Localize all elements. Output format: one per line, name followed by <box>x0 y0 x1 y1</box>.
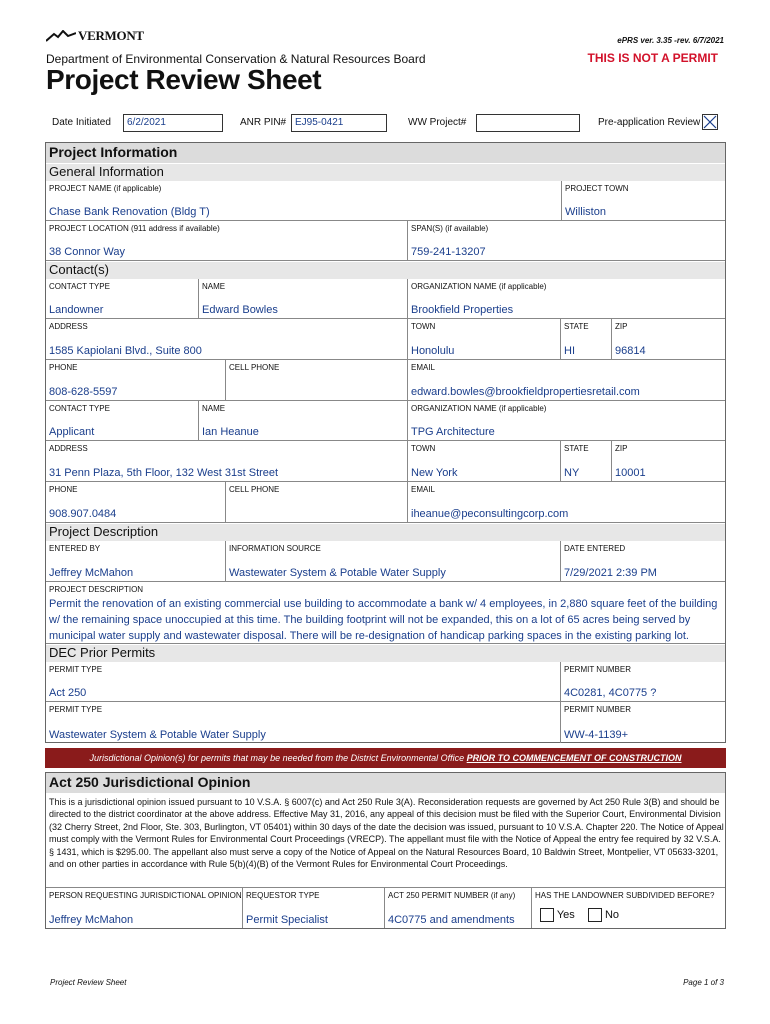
contact-type-label: CONTACT TYPE <box>49 282 110 291</box>
contact2-address-value: 31 Penn Plaza, 5th Floor, 132 West 31st Street <box>49 467 279 479</box>
permit2-type-cell[interactable] <box>46 702 561 743</box>
no-checkbox[interactable] <box>588 908 602 922</box>
phone-label: PHONE <box>49 363 78 372</box>
contact1-org-value: Brookfield Properties <box>411 304 514 316</box>
person-requesting-cell[interactable] <box>46 887 243 928</box>
subdivided-label: HAS THE LANDOWNER SUBDIVIDED BEFORE? <box>535 891 715 900</box>
project-name-value: Chase Bank Renovation (Bldg T) <box>49 206 210 218</box>
act250-opinion-text: This is a jurisdictional opinion issued pursuant to 10 V.S.A. § 6007(c) and Act 250 Rule 3(A). Reconsideration requests are governed by Act 250 Rule 3(B) and should be directed to the district coordinator at the above address. Effective May 31, 2016, any appeal of this decision must be filed with the Superior Court, Environmental Division (32 Cherry Street, 2nd Floor, Ste. 303, Burlington, VT 05401) within 30 days of the date the decision was issued, pursuant to 10 V.S.A. Chapter 220. The Notice of Appeal must comply with the Vermont Rules for Environmental Court Proceedings (VRECP). The appellant must file with the Notice of Appeal the entry fee required by 32 V.S.A. § 1431, which is $295.00. The appellant also must serve a copy of the Notice of Appeal on the Natural Resources Board, 10 Baldwin Street, Montpelier, VT 05633-3201, and on other parties in accordance with Rule 5(b)(4)(B) of the Vermont Rules for Environmental Court Proceedings. <box>49 797 724 870</box>
banner-text: Jurisdictional Opinion(s) for permits that may be needed from the District Environmental Office <box>89 753 467 763</box>
contact2-org-cell[interactable] <box>408 401 725 441</box>
information-source-label: INFORMATION SOURCE <box>229 544 321 553</box>
contact1-state-value: HI <box>564 345 575 357</box>
contacts-heading: Contact(s) <box>46 262 725 279</box>
no-label: No <box>604 908 619 921</box>
vermont-logo <box>46 28 144 44</box>
permit-type-label: PERMIT TYPE <box>49 705 103 714</box>
state-label: STATE <box>564 444 589 453</box>
contact2-phone-value: 908.907.0484 <box>49 508 117 520</box>
jurisdictional-banner <box>45 748 726 768</box>
project-town-value: Williston <box>565 206 606 218</box>
contact1-email-cell[interactable] <box>408 360 725 401</box>
town-label: TOWN <box>411 322 436 331</box>
date-initiated-label: Date Initiated <box>52 117 111 128</box>
requestor-type-value: Permit Specialist <box>246 914 328 926</box>
department-name: Department of Environmental Conservation & Natural Resources Board <box>46 52 426 66</box>
project-town-label: PROJECT TOWN <box>565 184 629 193</box>
permit2-number-value: WW-4-1139+ <box>564 729 629 741</box>
act250-permit-number-label: ACT 250 PERMIT NUMBER (if any) <box>388 891 516 900</box>
contact1-name-value: Edward Bowles <box>202 304 278 316</box>
email-label: EMAIL <box>411 485 436 494</box>
contact2-town-value: New York <box>411 467 458 479</box>
page-title: Project Review Sheet <box>46 64 322 95</box>
check-x-icon <box>703 115 717 129</box>
span-label: SPAN(S) (if available) <box>411 224 489 233</box>
requestor-type-label: REQUESTOR TYPE <box>246 891 320 900</box>
version-text: ePRS ver. 3.35 -rev. 6/7/2021 <box>617 36 724 45</box>
permit1-number-cell[interactable] <box>561 662 725 702</box>
anr-pin-field[interactable]: EJ95-0421 <box>291 114 387 132</box>
contact1-email-value: edward.bowles@brookfieldpropertiesretail.com <box>411 386 640 398</box>
email-label: EMAIL <box>411 363 436 372</box>
footer-document-name: Project Review Sheet <box>50 978 127 987</box>
date-initiated-field[interactable]: 6/2/2021 <box>123 114 223 132</box>
contact1-name-cell[interactable] <box>199 279 408 319</box>
contact2-address-cell[interactable] <box>46 441 408 482</box>
entered-by-value: Jeffrey McMahon <box>49 567 134 579</box>
project-description-label: PROJECT DESCRIPTION <box>49 585 144 594</box>
person-requesting-label: PERSON REQUESTING JURISDICTIONAL OPINION <box>49 891 242 900</box>
contact1-town-cell[interactable] <box>408 319 561 360</box>
name-label: NAME <box>202 404 226 413</box>
act250-permit-number-cell[interactable] <box>385 887 532 928</box>
cell-phone-label: CELL PHONE <box>229 485 280 494</box>
footer-page-number: Page 1 of 3 <box>683 978 724 987</box>
project-description-text: Permit the renovation of an existing commercial use building to accommodate a bank w/ 4 employees, in 2,880 square feet of the building w/ the remaining space unoccupied at this time. The building footprint will not be expanded, this on a lot of 65 acres being served by municipal water supply and wastewater disposal. There will be re-designation of handicap parking spaces in the existing parking lot. <box>49 598 718 642</box>
permit1-type-cell[interactable] <box>46 662 561 702</box>
permit-number-label: PERMIT NUMBER <box>564 705 631 714</box>
yes-checkbox[interactable] <box>540 908 554 922</box>
org-label: ORGANIZATION NAME (if applicable) <box>411 282 547 291</box>
name-label: NAME <box>202 282 226 291</box>
permit1-type-value: Act 250 <box>49 687 87 699</box>
contact2-name-cell[interactable] <box>199 401 408 441</box>
project-description-heading: Project Description <box>46 524 725 541</box>
entered-by-cell[interactable] <box>46 541 226 582</box>
permit2-type-value: Wastewater System & Potable Water Supply <box>49 729 266 741</box>
contact1-address-cell[interactable] <box>46 319 408 360</box>
contact1-state-cell[interactable] <box>561 319 612 360</box>
contact1-phone-value: 808-628-5597 <box>49 386 118 398</box>
contact2-state-cell[interactable] <box>561 441 612 482</box>
permit-type-label: PERMIT TYPE <box>49 665 103 674</box>
permit2-number-cell[interactable] <box>561 702 725 743</box>
dec-prior-permits-heading: DEC Prior Permits <box>46 645 725 662</box>
ww-project-label: WW Project# <box>408 117 467 128</box>
act250-heading: Act 250 Jurisdictional Opinion <box>46 773 725 793</box>
anr-pin-label: ANR PIN# <box>240 117 287 128</box>
address-label: ADDRESS <box>49 444 88 453</box>
contact2-state-value: NY <box>564 467 580 479</box>
contact2-type-value: Applicant <box>49 426 95 438</box>
ww-project-field[interactable] <box>476 114 580 132</box>
permit1-number-value: 4C0281, 4C0775 ? <box>564 687 657 699</box>
contact1-town-value: Honolulu <box>411 345 455 357</box>
not-a-permit-notice: THIS IS NOT A PERMIT <box>587 51 718 65</box>
contact2-email-cell[interactable] <box>408 482 725 523</box>
contact1-zip-cell[interactable] <box>612 319 725 360</box>
contact1-address-value: 1585 Kapiolani Blvd., Suite 800 <box>49 345 202 357</box>
zip-label: ZIP <box>615 444 628 453</box>
contact1-zip-value: 96814 <box>615 345 646 357</box>
project-name-label: PROJECT NAME (if applicable) <box>49 184 162 193</box>
address-label: ADDRESS <box>49 322 88 331</box>
information-source-cell[interactable] <box>226 541 561 582</box>
contact2-org-value: TPG Architecture <box>411 426 495 438</box>
requestor-type-cell[interactable] <box>243 887 385 928</box>
project-location-cell[interactable] <box>46 221 408 261</box>
contact2-town-cell[interactable] <box>408 441 561 482</box>
project-information-heading: Project Information <box>46 143 725 163</box>
information-source-value: Wastewater System & Potable Water Supply <box>229 567 446 579</box>
project-town-cell[interactable] <box>562 181 725 221</box>
contact2-cell-phone-cell[interactable] <box>226 482 408 523</box>
subdivided-options <box>540 908 619 922</box>
contact2-type-cell[interactable] <box>46 401 199 441</box>
cell-phone-label: CELL PHONE <box>229 363 280 372</box>
general-information-heading: General Information <box>46 164 725 181</box>
date-entered-label: DATE ENTERED <box>564 544 626 553</box>
span-cell[interactable] <box>408 221 725 261</box>
span-value: 759-241-13207 <box>411 246 486 258</box>
date-entered-value: 7/29/2021 2:39 PM <box>564 567 657 579</box>
pre-application-label: Pre-application Review <box>598 117 701 128</box>
person-requesting-value: Jeffrey McMahon <box>49 914 134 926</box>
contact2-zip-cell[interactable] <box>612 441 725 482</box>
project-location-label: PROJECT LOCATION (911 address if available) <box>49 224 220 233</box>
phone-label: PHONE <box>49 485 78 494</box>
contact1-cell-phone-cell[interactable] <box>226 360 408 401</box>
state-label: STATE <box>564 322 589 331</box>
contact1-type-value: Landowner <box>49 304 104 316</box>
date-entered-cell[interactable] <box>561 541 725 582</box>
contact2-email-value: iheanue@peconsultingcorp.com <box>411 508 569 520</box>
contact-type-label: CONTACT TYPE <box>49 404 110 413</box>
zip-label: ZIP <box>615 322 628 331</box>
pre-application-checkbox[interactable] <box>702 114 718 130</box>
contact1-phone-cell[interactable] <box>46 360 226 401</box>
banner-emphasis: PRIOR TO COMMENCEMENT OF CONSTRUCTION <box>466 753 682 763</box>
mountain-logo-icon <box>46 30 76 42</box>
org-label: ORGANIZATION NAME (if applicable) <box>411 404 547 413</box>
project-location-value: 38 Connor Way <box>49 246 126 258</box>
permit-number-label: PERMIT NUMBER <box>564 665 631 674</box>
project-name-cell[interactable] <box>46 181 562 221</box>
town-label: TOWN <box>411 444 436 453</box>
yes-label: Yes <box>556 908 575 921</box>
contact2-phone-cell[interactable] <box>46 482 226 523</box>
entered-by-label: ENTERED BY <box>49 544 101 553</box>
logo-text: VERMONT <box>78 28 144 43</box>
contact2-name-value: Ian Heanue <box>202 426 259 438</box>
contact1-type-cell[interactable] <box>46 279 199 319</box>
act250-permit-number-value: 4C0775 and amendments <box>388 914 515 926</box>
contact2-zip-value: 10001 <box>615 467 646 479</box>
contact1-org-cell[interactable] <box>408 279 725 319</box>
